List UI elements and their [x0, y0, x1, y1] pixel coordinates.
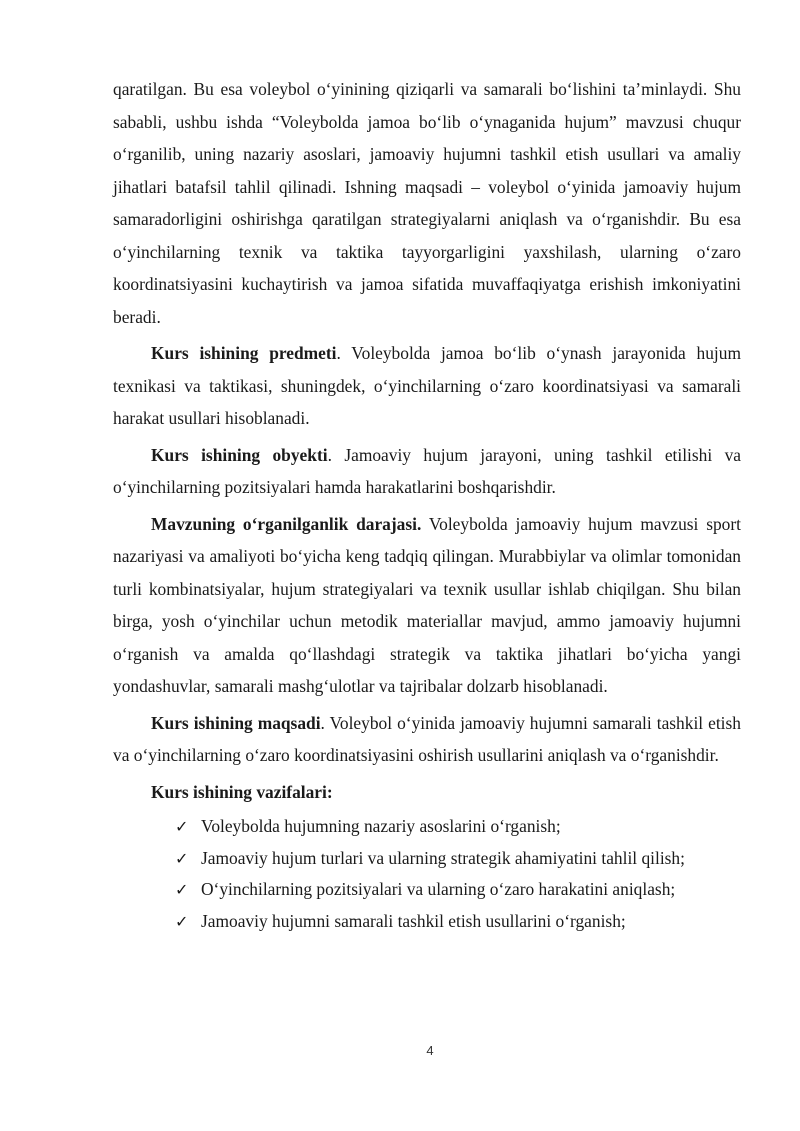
- task-text: Voleybolda hujumning nazariy asoslarini o‘rganish;: [201, 816, 561, 836]
- study-level-heading: Mavzuning o‘rganilganlik darajasi.: [151, 513, 422, 534]
- task-text: Jamoaviy hujum turlari va ularning strategik ahamiyatini tahlil qilish;: [201, 847, 685, 868]
- checkmark-icon: ✓: [175, 911, 189, 931]
- study-level-text: Voleybolda jamoaviy hujum mavzusi sport nazariyasi va amaliyoti bo‘yicha keng tadqiq qilingan. Murabbiylar va olimlar tomonidan turli kombinatsiyalar, hujum strategiyalari va texnik usullar ishlab chiqilgan. Shu bilan birga, yosh o‘yinchilar uchun metodik materiallar mavjud, ammo jamoaviy hujumni o‘rganish va amalda qo‘llashdagi strategik va taktika jihatlari bo‘yicha yangi yondashuvlar, samarali mashg‘ulotlar va tajribalar dolzarb hisoblanadi.: [113, 513, 741, 696]
- task-item: [173, 811, 741, 843]
- goal-heading: Kurs ishining maqsadi: [151, 712, 321, 733]
- task-item: [173, 906, 741, 938]
- page-number: 4: [426, 1043, 434, 1058]
- task-text: Jamoaviy hujumni samarali tashkil etish usullarini o‘rganish;: [201, 910, 626, 931]
- goal-text: . Voleybol o‘yinida jamoaviy hujumni samarali tashkil etish va o‘yinchilarning o‘zaro koordinatsiyasini oshirish usullarini aniqlash va o‘rganishdir.: [113, 712, 741, 765]
- subject-paragraph: [113, 337, 741, 435]
- task-item: [173, 843, 741, 875]
- task-text: O‘yinchilarning pozitsiyalari va ularning o‘zaro harakatini aniqlash;: [201, 879, 676, 899]
- object-heading: Kurs ishining obyekti: [151, 444, 328, 465]
- checkmark-icon: ✓: [175, 880, 189, 899]
- goal-paragraph: [113, 707, 741, 772]
- subject-heading: Kurs ishining predmeti: [151, 343, 337, 363]
- subject-text: . Voleybolda jamoa bo‘lib o‘ynash jarayonida hujum texnikasi va taktikasi, shuningdek, o‘yinchilarning o‘zaro koordinatsiyasi va samarali harakat usullari hisoblanadi.: [113, 343, 741, 428]
- tasks-list: [113, 811, 741, 937]
- document-page: [113, 73, 741, 937]
- object-text: . Jamoaviy hujum jarayoni, uning tashkil etilishi va o‘yinchilarning pozitsiyalari hamda harakatlarini boshqarishdir.: [113, 444, 741, 497]
- task-item: [173, 874, 741, 906]
- study-level-paragraph: [113, 508, 741, 703]
- checkmark-icon: ✓: [175, 848, 189, 868]
- intro-paragraph: qaratilgan. Bu esa voleybol o‘yinining qiziqarli va samarali bo‘lishini ta’minlaydi. Shu sababli, ushbu ishda “Voleybolda jamoa bo‘lib o‘ynaganida hujum” mavzusi chuqur o‘rganilib, uning nazariy asoslari, jamoaviy hujumni tashkil etish usullari va amaliy jihatlari batafsil tahlil qilinadi. Ishning maqsadi – voleybol o‘yinida jamoaviy hujum samaradorligini oshirishga qaratilgan strategiyalarni aniqlash va o‘rganishdir. Bu esa o‘yinchilarning texnik va taktika tayyorgarligini yaxshilash, ularning o‘zaro koordinatsiyasini kuchaytirish va jamoa sifatida muvaffaqiyatga erishish imkoniyatini beradi.: [113, 79, 741, 327]
- checkmark-icon: ✓: [175, 817, 189, 836]
- object-paragraph: [113, 439, 741, 504]
- tasks-heading: Kurs ishining vazifalari:: [151, 781, 333, 802]
